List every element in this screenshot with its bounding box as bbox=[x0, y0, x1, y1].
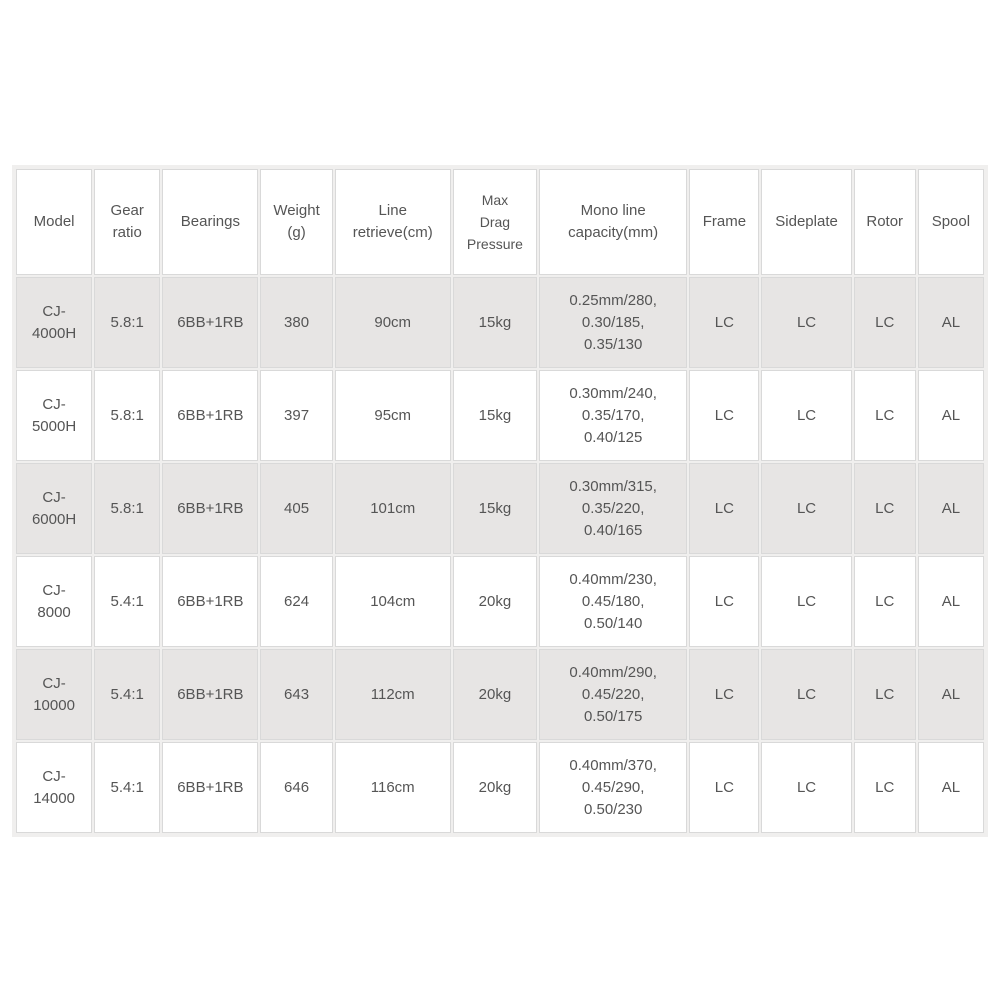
cell-max-drag: 20kg bbox=[453, 556, 537, 647]
cell-weight: 405 bbox=[260, 463, 332, 554]
header-text: Max bbox=[481, 192, 509, 208]
cell-text: CJ- bbox=[42, 302, 66, 320]
cell-text: 0.40mm/230, bbox=[569, 570, 657, 588]
header-model bbox=[16, 169, 92, 275]
cell-text: 8000 bbox=[37, 603, 71, 621]
cell-mono-capacity bbox=[539, 556, 687, 647]
header-text: Bearings bbox=[180, 213, 240, 230]
cell-weight: 643 bbox=[260, 649, 332, 740]
cell-text: 14000 bbox=[33, 789, 75, 807]
cell-text: 0.25mm/280, bbox=[569, 291, 657, 309]
cell-spool: AL bbox=[918, 742, 984, 833]
cell-bearings: 6BB+1RB bbox=[162, 742, 258, 833]
header-frame bbox=[689, 169, 759, 275]
header-spool bbox=[918, 169, 984, 275]
table-row bbox=[16, 742, 984, 833]
cell-bearings: 6BB+1RB bbox=[162, 649, 258, 740]
cell-model bbox=[16, 277, 92, 368]
header-text: Spool bbox=[931, 213, 971, 230]
header-rotor bbox=[854, 169, 916, 275]
header-text: (g) bbox=[287, 224, 306, 241]
cell-max-drag: 15kg bbox=[453, 370, 537, 461]
header-gear-ratio bbox=[94, 169, 160, 275]
cell-max-drag: 15kg bbox=[453, 463, 537, 554]
cell-spool: AL bbox=[918, 370, 984, 461]
header-text: Model bbox=[33, 213, 75, 230]
cell-mono-capacity bbox=[539, 649, 687, 740]
cell-text: 0.50/175 bbox=[583, 707, 643, 725]
cell-sideplate: LC bbox=[761, 556, 851, 647]
cell-mono-capacity bbox=[539, 463, 687, 554]
cell-text: 0.50/230 bbox=[583, 800, 643, 818]
reel-spec-table bbox=[14, 167, 986, 835]
cell-line-retrieve: 95cm bbox=[335, 370, 451, 461]
cell-frame: LC bbox=[689, 649, 759, 740]
cell-weight: 646 bbox=[260, 742, 332, 833]
cell-spool: AL bbox=[918, 649, 984, 740]
cell-sideplate: LC bbox=[761, 277, 851, 368]
cell-mono-capacity bbox=[539, 277, 687, 368]
cell-line-retrieve: 116cm bbox=[335, 742, 451, 833]
cell-weight: 380 bbox=[260, 277, 332, 368]
header-row bbox=[16, 169, 984, 275]
cell-text: 10000 bbox=[33, 696, 75, 714]
cell-text: 6000H bbox=[31, 510, 77, 528]
table-row bbox=[16, 463, 984, 554]
cell-spool: AL bbox=[918, 556, 984, 647]
cell-text: CJ- bbox=[42, 767, 66, 785]
cell-mono-capacity bbox=[539, 742, 687, 833]
header-line-retrieve bbox=[335, 169, 451, 275]
cell-text: 5000H bbox=[31, 417, 77, 435]
cell-weight: 624 bbox=[260, 556, 332, 647]
cell-gear-ratio: 5.4:1 bbox=[94, 742, 160, 833]
cell-text: 0.40mm/370, bbox=[569, 756, 657, 774]
header-text: Gear bbox=[110, 202, 144, 219]
cell-frame: LC bbox=[689, 370, 759, 461]
cell-rotor: LC bbox=[854, 463, 916, 554]
header-text: capacity(mm) bbox=[568, 224, 659, 241]
cell-gear-ratio: 5.8:1 bbox=[94, 463, 160, 554]
cell-model bbox=[16, 556, 92, 647]
cell-line-retrieve: 112cm bbox=[335, 649, 451, 740]
cell-rotor: LC bbox=[854, 277, 916, 368]
cell-rotor: LC bbox=[854, 370, 916, 461]
cell-text: 0.35/130 bbox=[583, 335, 643, 353]
cell-model bbox=[16, 463, 92, 554]
header-max-drag bbox=[453, 169, 537, 275]
cell-sideplate: LC bbox=[761, 463, 851, 554]
header-text: Rotor bbox=[866, 213, 904, 230]
cell-max-drag: 20kg bbox=[453, 742, 537, 833]
cell-gear-ratio: 5.8:1 bbox=[94, 277, 160, 368]
cell-text: CJ- bbox=[42, 488, 66, 506]
header-text: Pressure bbox=[466, 236, 523, 252]
table-body bbox=[16, 277, 984, 833]
table-row bbox=[16, 649, 984, 740]
cell-text: 0.35/170, bbox=[581, 406, 645, 424]
cell-sideplate: LC bbox=[761, 742, 851, 833]
header-text: Drag bbox=[479, 214, 511, 230]
cell-text: 0.50/140 bbox=[583, 614, 643, 632]
cell-gear-ratio: 5.8:1 bbox=[94, 370, 160, 461]
cell-max-drag: 20kg bbox=[453, 649, 537, 740]
cell-text: CJ- bbox=[42, 674, 66, 692]
cell-frame: LC bbox=[689, 556, 759, 647]
header-bearings bbox=[162, 169, 258, 275]
cell-rotor: LC bbox=[854, 742, 916, 833]
cell-rotor: LC bbox=[854, 649, 916, 740]
table-row bbox=[16, 556, 984, 647]
cell-frame: LC bbox=[689, 463, 759, 554]
header-text: Weight bbox=[273, 202, 320, 219]
cell-text: 0.40/165 bbox=[583, 521, 643, 539]
cell-text: 0.45/290, bbox=[581, 778, 645, 796]
cell-bearings: 6BB+1RB bbox=[162, 277, 258, 368]
cell-sideplate: LC bbox=[761, 649, 851, 740]
header-mono-capacity bbox=[539, 169, 687, 275]
header-text: retrieve(cm) bbox=[352, 224, 433, 241]
cell-sideplate: LC bbox=[761, 370, 851, 461]
cell-text: 0.45/220, bbox=[581, 685, 645, 703]
cell-model bbox=[16, 649, 92, 740]
cell-text: 4000H bbox=[31, 324, 77, 342]
spec-table-container bbox=[12, 165, 988, 837]
cell-text: 0.45/180, bbox=[581, 592, 645, 610]
table-row bbox=[16, 370, 984, 461]
cell-line-retrieve: 90cm bbox=[335, 277, 451, 368]
cell-text: 0.35/220, bbox=[581, 499, 645, 517]
cell-gear-ratio: 5.4:1 bbox=[94, 556, 160, 647]
cell-bearings: 6BB+1RB bbox=[162, 370, 258, 461]
table-row bbox=[16, 277, 984, 368]
header-text: Sideplate bbox=[775, 213, 838, 230]
cell-mono-capacity bbox=[539, 370, 687, 461]
cell-frame: LC bbox=[689, 277, 759, 368]
cell-rotor: LC bbox=[854, 556, 916, 647]
header-weight bbox=[260, 169, 332, 275]
header-sideplate bbox=[761, 169, 851, 275]
cell-gear-ratio: 5.4:1 bbox=[94, 649, 160, 740]
header-text: Line bbox=[378, 202, 407, 219]
cell-text: 0.40/125 bbox=[583, 428, 643, 446]
cell-model bbox=[16, 370, 92, 461]
cell-text: 0.30mm/240, bbox=[569, 384, 657, 402]
cell-frame: LC bbox=[689, 742, 759, 833]
cell-text: 0.40mm/290, bbox=[569, 663, 657, 681]
cell-max-drag: 15kg bbox=[453, 277, 537, 368]
header-text: Mono line bbox=[580, 202, 646, 219]
cell-text: 0.30/185, bbox=[581, 313, 645, 331]
cell-bearings: 6BB+1RB bbox=[162, 556, 258, 647]
cell-text: CJ- bbox=[42, 395, 66, 413]
cell-text: CJ- bbox=[42, 581, 66, 599]
header-text: Frame bbox=[702, 213, 747, 230]
cell-model bbox=[16, 742, 92, 833]
cell-weight: 397 bbox=[260, 370, 332, 461]
cell-line-retrieve: 101cm bbox=[335, 463, 451, 554]
cell-text: 0.30mm/315, bbox=[569, 477, 657, 495]
cell-line-retrieve: 104cm bbox=[335, 556, 451, 647]
cell-spool: AL bbox=[918, 277, 984, 368]
table-header bbox=[16, 169, 984, 275]
header-text: ratio bbox=[112, 224, 142, 241]
cell-bearings: 6BB+1RB bbox=[162, 463, 258, 554]
cell-spool: AL bbox=[918, 463, 984, 554]
